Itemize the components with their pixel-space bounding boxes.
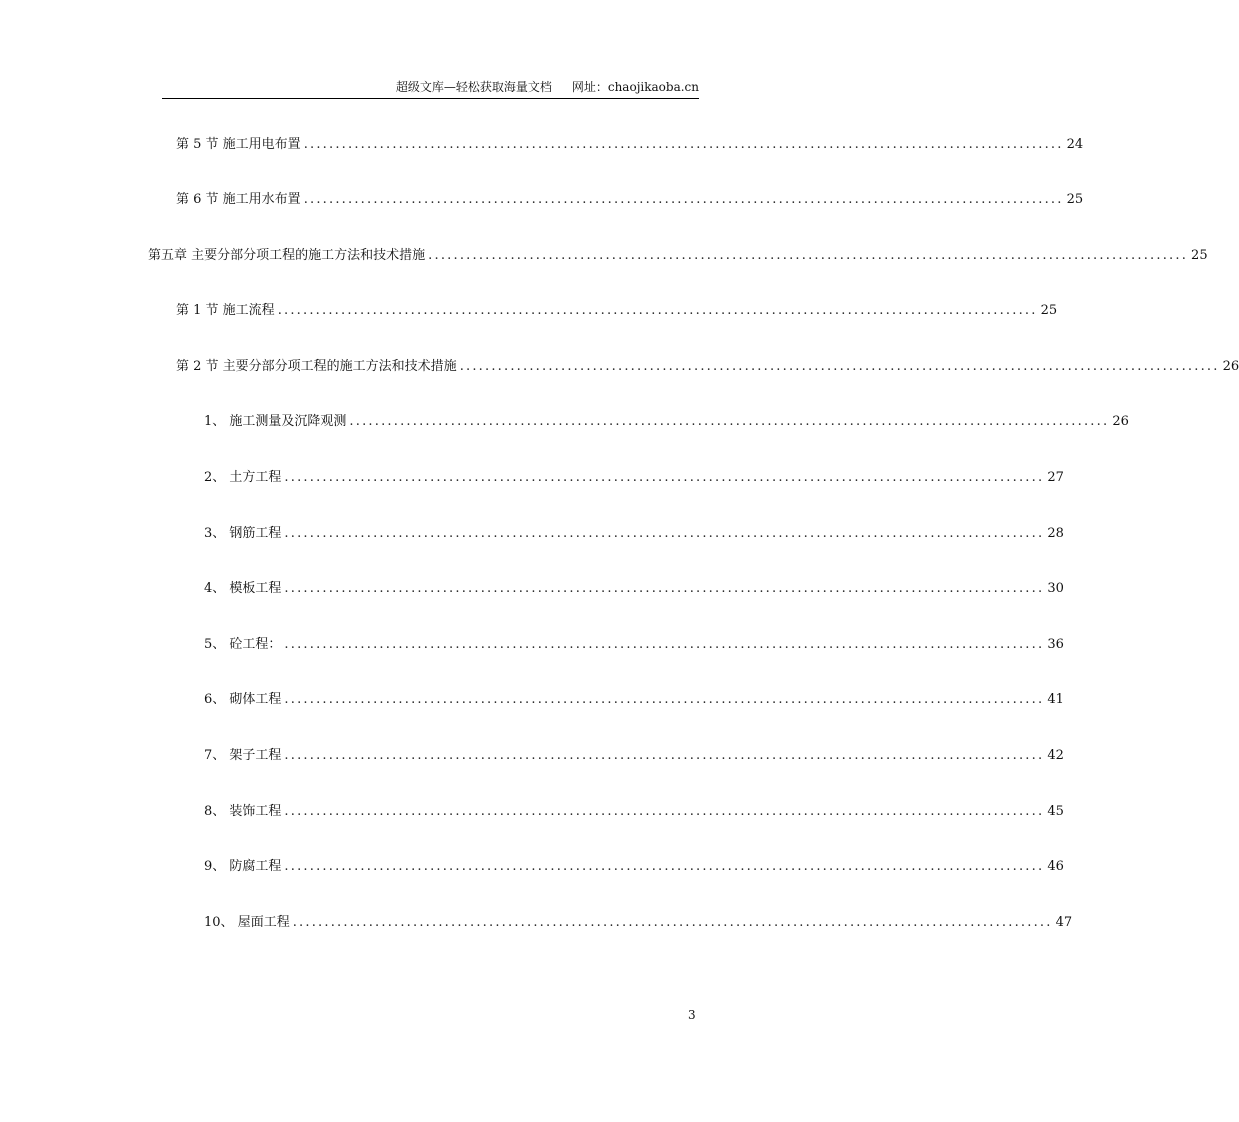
toc-entry-item-3[interactable] bbox=[204, 524, 1064, 544]
toc-dot-leader: ........................................................................................................................ bbox=[284, 692, 1045, 707]
toc-entry-number: 5、 bbox=[204, 637, 230, 652]
toc-entry-section-5[interactable] bbox=[176, 135, 1084, 155]
toc-entry-number: 第 1 节 bbox=[176, 303, 223, 318]
toc-entry-title: 施工流程 bbox=[222, 303, 275, 318]
toc-entry-number: 第五章 bbox=[148, 248, 192, 263]
toc-entry-title: 土方工程 bbox=[229, 470, 282, 485]
toc-entry-page: 26 bbox=[1222, 359, 1239, 374]
toc-entry-item-9[interactable] bbox=[204, 857, 1064, 877]
toc-entry-number: 4、 bbox=[204, 581, 230, 596]
toc-entry-page: 47 bbox=[1055, 915, 1073, 930]
toc-entry-number: 8、 bbox=[204, 804, 230, 819]
toc-entry-page: 25 bbox=[1191, 248, 1208, 263]
toc-entry-item-5[interactable] bbox=[204, 635, 1064, 655]
toc-entry-page: 42 bbox=[1047, 748, 1064, 763]
toc-dot-leader: ........................................................................................................................ bbox=[349, 414, 1110, 429]
toc-dot-leader: ........................................................................................................................ bbox=[277, 303, 1038, 318]
toc-entry-chapter-5[interactable] bbox=[148, 246, 1208, 266]
toc-dot-leader: ........................................................................................................................ bbox=[284, 470, 1045, 485]
toc-entry-title: 架子工程 bbox=[229, 748, 282, 763]
toc-dot-leader: ........................................................................................................................ bbox=[284, 581, 1045, 596]
header-site-text: 网址：chaojikaoba.cn bbox=[571, 80, 699, 94]
toc-entry-item-10[interactable] bbox=[204, 913, 1073, 933]
toc-entry-section-6[interactable] bbox=[176, 190, 1084, 210]
toc-entry-item-6[interactable] bbox=[204, 690, 1064, 710]
toc-entry-page: 24 bbox=[1066, 137, 1084, 152]
toc-entry-item-2[interactable] bbox=[204, 468, 1064, 488]
toc-entry-title: 砼工程： bbox=[229, 637, 282, 652]
toc-entry-title: 主要分部分项工程的施工方法和技术措施 bbox=[222, 359, 457, 374]
toc-entry-item-7[interactable] bbox=[204, 746, 1064, 766]
toc-entry-page: 27 bbox=[1047, 470, 1064, 485]
toc-entry-item-1[interactable] bbox=[204, 412, 1129, 432]
page-header bbox=[162, 78, 699, 99]
toc-entry-section-1[interactable] bbox=[176, 301, 1058, 321]
toc-entry-title: 施工用水布置 bbox=[222, 192, 301, 207]
toc-dot-leader: ........................................................................................................................ bbox=[303, 137, 1064, 152]
toc-entry-title: 防腐工程 bbox=[229, 859, 282, 874]
toc-entry-item-4[interactable] bbox=[204, 579, 1064, 599]
header-library-text: 超级文库—轻松获取海量文档 bbox=[395, 80, 552, 94]
toc-entry-number: 7、 bbox=[204, 748, 230, 763]
toc-dot-leader: ........................................................................................................................ bbox=[428, 248, 1189, 263]
toc-entry-page: 36 bbox=[1047, 637, 1064, 652]
toc-entry-page: 25 bbox=[1066, 192, 1084, 207]
toc-entry-page: 25 bbox=[1040, 303, 1058, 318]
toc-entry-title: 施工用电布置 bbox=[222, 137, 301, 152]
toc-entry-number: 3、 bbox=[204, 526, 230, 541]
toc-dot-leader: ........................................................................................................................ bbox=[292, 915, 1053, 930]
toc-entry-page: 28 bbox=[1047, 526, 1064, 541]
toc-entry-page: 46 bbox=[1047, 859, 1064, 874]
toc-entry-item-8[interactable] bbox=[204, 802, 1064, 822]
toc-entry-title: 装饰工程 bbox=[229, 804, 282, 819]
toc-dot-leader: ........................................................................................................................ bbox=[284, 637, 1045, 652]
toc-entry-title: 砌体工程 bbox=[229, 692, 282, 707]
toc-entry-number: 2、 bbox=[204, 470, 230, 485]
toc-entry-number: 第 6 节 bbox=[176, 192, 223, 207]
toc-entry-number: 9、 bbox=[204, 859, 230, 874]
page-number: 3 bbox=[688, 1008, 696, 1022]
toc-entry-section-2[interactable] bbox=[176, 357, 1239, 377]
toc-entry-page: 41 bbox=[1047, 692, 1064, 707]
toc-entry-title: 屋面工程 bbox=[237, 915, 290, 930]
toc-entry-title: 主要分部分项工程的施工方法和技术措施 bbox=[191, 248, 426, 263]
toc-entry-page: 30 bbox=[1047, 581, 1064, 596]
toc-entry-number: 第 2 节 bbox=[176, 359, 223, 374]
toc-dot-leader: ........................................................................................................................ bbox=[284, 526, 1045, 541]
toc-entry-number: 6、 bbox=[204, 692, 230, 707]
toc-entry-title: 模板工程 bbox=[229, 581, 282, 596]
toc-entry-number: 第 5 节 bbox=[176, 137, 223, 152]
toc-entry-number: 10、 bbox=[204, 915, 238, 930]
toc-dot-leader: ........................................................................................................................ bbox=[303, 192, 1064, 207]
toc-entry-number: 1、 bbox=[204, 414, 230, 429]
toc-entry-title: 钢筋工程 bbox=[229, 526, 282, 541]
toc-dot-leader: ........................................................................................................................ bbox=[284, 804, 1045, 819]
toc-dot-leader: ........................................................................................................................ bbox=[284, 748, 1045, 763]
toc-dot-leader: ........................................................................................................................ bbox=[459, 359, 1220, 374]
toc-entry-page: 26 bbox=[1112, 414, 1129, 429]
toc-entry-page: 45 bbox=[1047, 804, 1064, 819]
toc-dot-leader: ........................................................................................................................ bbox=[284, 859, 1045, 874]
toc-entry-title: 施工测量及沉降观测 bbox=[229, 414, 347, 429]
